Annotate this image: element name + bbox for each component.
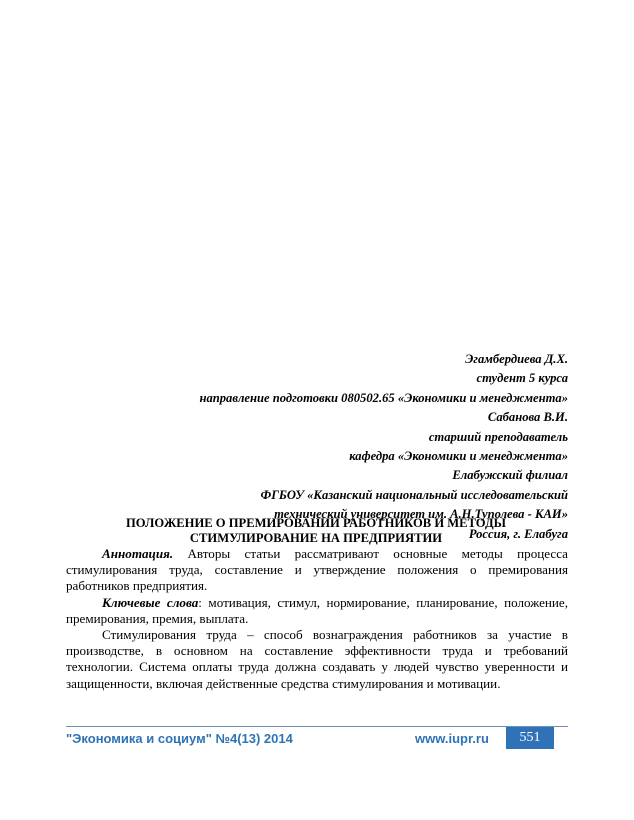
coauthor-position: старший преподаватель bbox=[428, 429, 568, 444]
title-line-1: ПОЛОЖЕНИЕ О ПРЕМИРОВАНИИ РАБОТНИКОВ И МЕТОДЫ bbox=[125, 516, 507, 530]
abstract-label: Аннотация. bbox=[102, 546, 174, 561]
department: кафедра «Экономики и менеджмента» bbox=[349, 449, 568, 464]
author-status: студент 5 курса bbox=[476, 371, 568, 386]
author-name: Эгамбердиева Д.Х. bbox=[465, 352, 568, 366]
footer-divider bbox=[66, 726, 568, 727]
body-paragraph: Стимулирования труда – способ вознаграждения работников за участие в производстве, в основном на составление эффективности труда и требований технологии. Система оплаты труда должна создавать у людей чувство уверенности и защищенности, включая действенные средства стимулирования и мотивации. bbox=[66, 627, 568, 691]
keywords-label: Ключевые слова bbox=[102, 594, 199, 610]
university-line2: технический университет им. А.Н.Туполева - КАИ» bbox=[274, 507, 568, 522]
author-program: направление подготовки 080502.65 «Экономики и менеджмента» bbox=[199, 390, 568, 405]
journal-website[interactable]: www.iupr.ru bbox=[415, 731, 489, 746]
branch: Елабужский филиал bbox=[452, 468, 568, 483]
location: Россия, г. Елабуга bbox=[468, 526, 568, 541]
university-line1: ФГБОУ «Казанский национальный исследовательский bbox=[260, 487, 568, 502]
title-line-2: СТИМУЛИРОВАНИЕ НА ПРЕДПРИЯТИИ bbox=[189, 531, 443, 545]
author-block bbox=[60, 350, 568, 544]
keywords-text: : мотивация, стимул, нормирование, планирование, положение, премирования, премия, выплата. bbox=[66, 594, 568, 626]
page-number: 551 bbox=[506, 727, 554, 749]
article-title bbox=[66, 516, 566, 546]
coauthor-name: Сабанова В.И. bbox=[487, 410, 568, 425]
journal-name: "Экономика и социум" №4(13) 2014 bbox=[66, 731, 293, 746]
abstract-text: Авторы статьи рассматривают основные методы процесса стимулирования труда, составление и утверждение положения о премирования работников предприятия. bbox=[66, 546, 568, 594]
abstract-paragraph bbox=[66, 546, 568, 595]
keywords-paragraph bbox=[66, 595, 568, 627]
article-body bbox=[66, 546, 568, 692]
